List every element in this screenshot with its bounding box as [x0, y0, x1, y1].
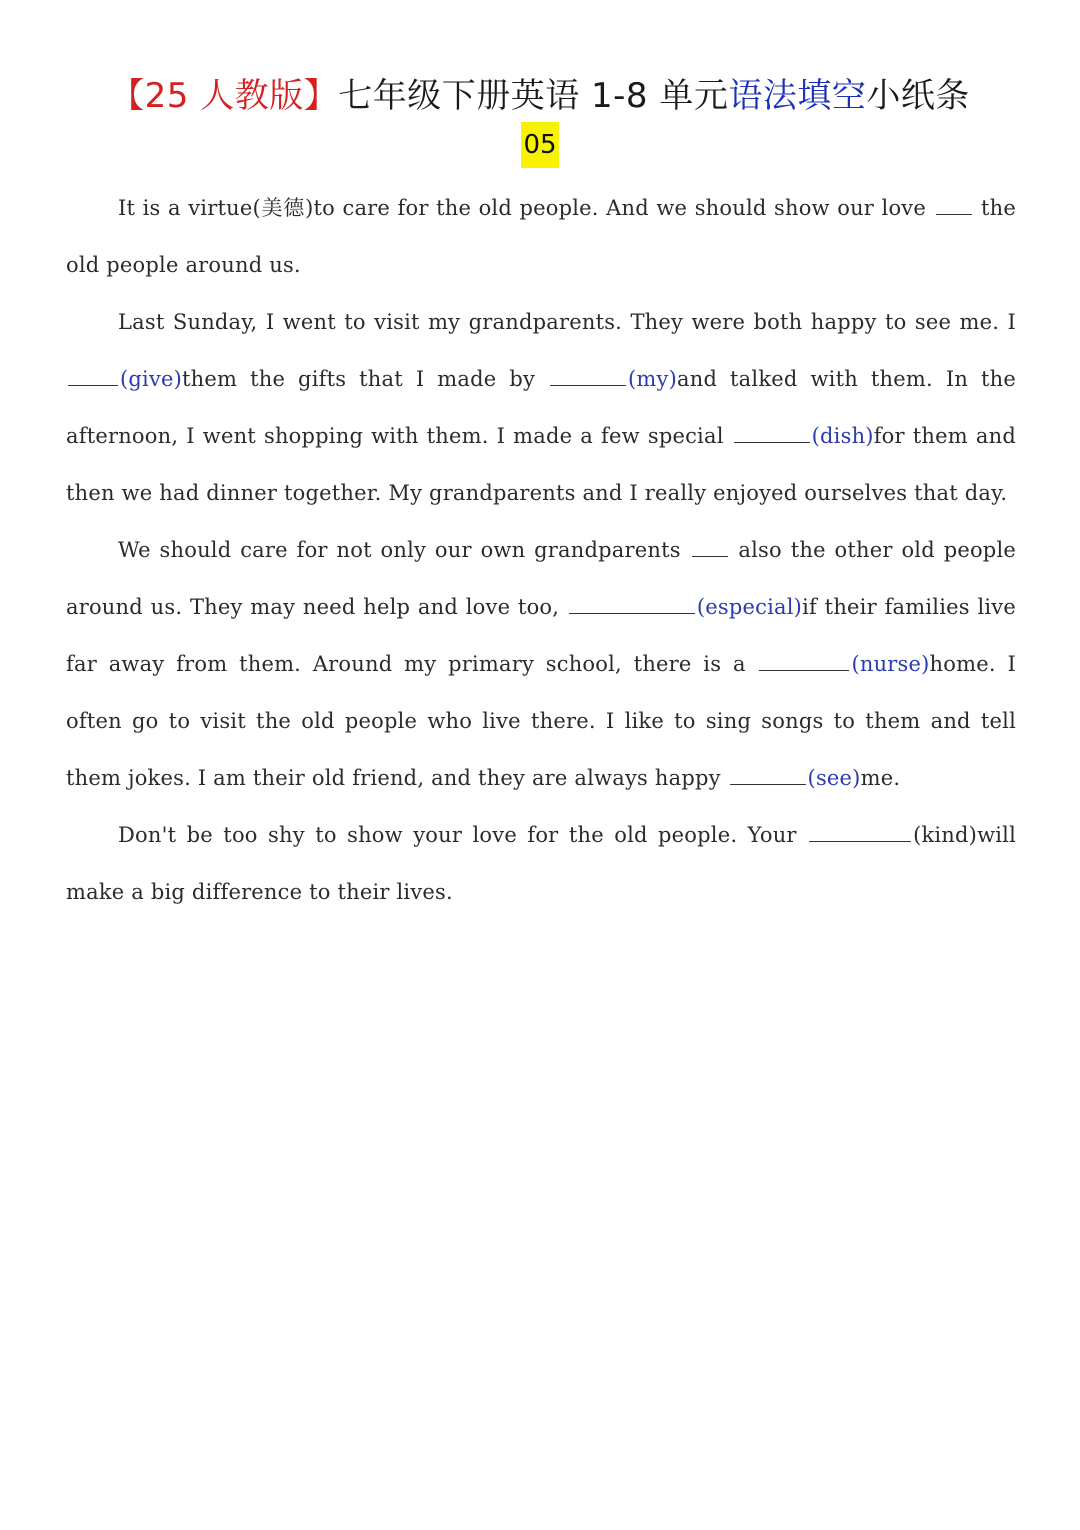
blank-9[interactable]	[809, 819, 911, 842]
word-hint: (nurse)	[851, 652, 930, 676]
word-hint: (give)	[120, 367, 183, 391]
blank-2[interactable]	[68, 363, 118, 386]
word-hint: (dish)	[811, 424, 874, 448]
blank-4[interactable]	[734, 420, 810, 443]
passage-text: Don't be too shy to show your love for the old people. Your	[118, 823, 808, 847]
title-suffix: 小纸条	[866, 76, 970, 116]
passage-text: and talked with them. In the afternoon, I went shopping with them. I made a few special	[66, 367, 1016, 448]
title-highlight: 语法填空	[728, 76, 867, 116]
paragraph-3	[66, 522, 1016, 807]
title-main: 七年级下册英语 1-8 单元	[338, 76, 729, 116]
passage-text: It is a virtue(美德)to care for the old people. And we should show our love	[118, 196, 934, 220]
word-hint: (my)	[628, 367, 677, 391]
passage-text: home. I often go to visit the old people who live there. I like to sing songs to them and tell them jokes. I am their old friend, and they are always happy	[66, 652, 1016, 790]
passage-text: for them and then we had dinner together. My grandparents and I really enjoyed ourselves that day.	[66, 424, 1016, 505]
passage	[66, 180, 1016, 921]
passage-text: Last Sunday, I went to visit my grandparents. They were both happy to see me. I	[118, 310, 1016, 334]
sheet-number-row	[0, 122, 1080, 168]
passage-text: the old people around us.	[66, 196, 1016, 277]
blank-1[interactable]	[936, 192, 972, 215]
passage-text: me.	[860, 766, 901, 790]
blank-5[interactable]	[692, 534, 728, 557]
word-hint: (see)	[807, 766, 861, 790]
passage-text: (kind)will make a big difference to their lives.	[66, 823, 1016, 904]
blank-7[interactable]	[759, 648, 849, 671]
paragraph-1	[66, 180, 1016, 294]
passage-text: if their families live far away from them. Around my primary school, there is a	[66, 595, 1016, 676]
passage-text: We should care for not only our own grandparents	[118, 538, 690, 562]
paragraph-2	[66, 294, 1016, 522]
blank-6[interactable]	[569, 591, 695, 614]
word-hint: (especial)	[696, 595, 803, 619]
title-edition-tag: 【25 人教版】	[110, 76, 339, 116]
passage-text: them the gifts that I made by	[182, 367, 549, 391]
passage-text: also the other old people around us. They may need help and love too,	[66, 538, 1016, 619]
page-title	[0, 68, 1080, 117]
blank-8[interactable]	[730, 762, 806, 785]
paragraph-4	[66, 807, 1016, 921]
blank-3[interactable]	[550, 363, 626, 386]
sheet-number: 05	[521, 122, 558, 168]
